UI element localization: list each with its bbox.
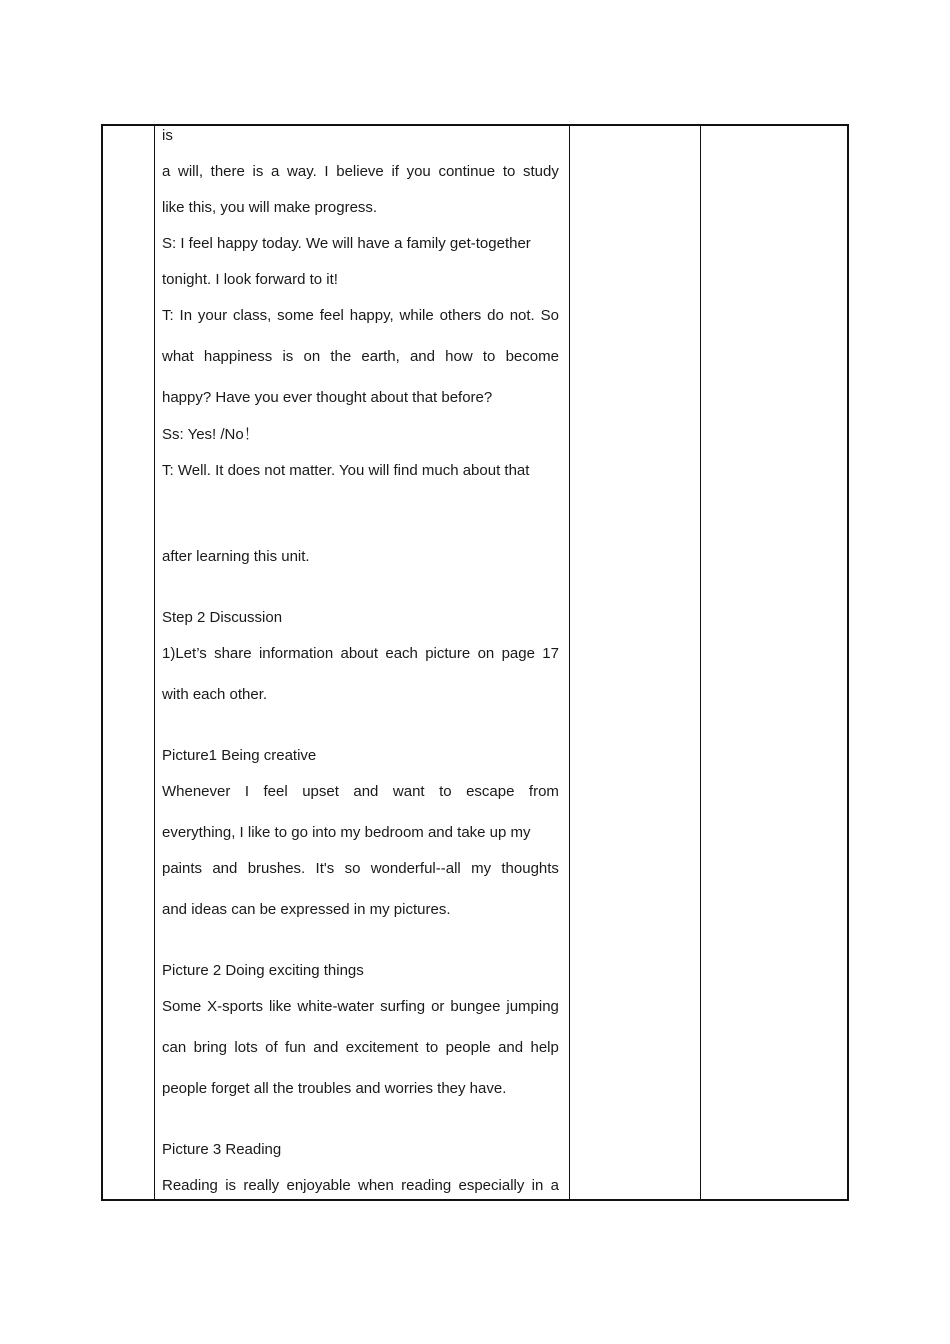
word: surfing <box>380 998 426 1015</box>
text-line: T: Well. It does not matter. You will find much about that <box>162 462 530 479</box>
word: believe <box>336 163 384 180</box>
word: a <box>271 163 280 180</box>
word: like <box>268 998 292 1015</box>
word: some <box>277 307 314 324</box>
word: when <box>358 1177 394 1194</box>
word: my <box>471 860 492 877</box>
word: to <box>425 1039 439 1056</box>
word: picture <box>425 645 471 662</box>
word: page <box>501 645 535 662</box>
word: happiness <box>203 348 273 365</box>
word: lots <box>234 1039 258 1056</box>
word: white-water <box>297 998 375 1015</box>
word: paints <box>162 860 203 877</box>
word: to <box>502 163 516 180</box>
word: the <box>330 348 352 365</box>
word: what <box>162 348 194 365</box>
word: Whenever <box>162 783 231 800</box>
word: continue <box>438 163 496 180</box>
word: from <box>528 783 559 800</box>
text-line: S: I feel happy today. We will have a family get-together <box>162 235 531 252</box>
text-line <box>162 1177 559 1195</box>
word: earth, <box>361 348 400 365</box>
text-line: after learning this unit. <box>162 548 310 565</box>
word: is <box>252 163 264 180</box>
word: I <box>324 163 329 180</box>
word: information <box>258 645 334 662</box>
word: each <box>385 645 418 662</box>
word: bring <box>193 1039 227 1056</box>
text-line <box>162 860 559 878</box>
word: excitement <box>345 1039 419 1056</box>
word: on <box>477 645 495 662</box>
word: is <box>225 1177 237 1194</box>
word: I <box>244 783 250 800</box>
picture-heading: Picture1 Being creative <box>162 747 317 764</box>
text-line <box>162 307 559 325</box>
word: 1)Let’s <box>162 645 207 662</box>
word: upset <box>302 783 339 800</box>
word: of <box>265 1039 278 1056</box>
text-line: everything, I like to go into my bedroom and take up my <box>162 824 531 841</box>
word: feel <box>319 307 344 324</box>
text-line <box>162 998 559 1016</box>
word: if <box>391 163 399 180</box>
word: reading <box>401 1177 452 1194</box>
text-line <box>162 783 559 801</box>
word: your <box>197 307 228 324</box>
word: and <box>498 1039 524 1056</box>
word: so <box>344 860 361 877</box>
word: will, <box>178 163 203 180</box>
text-line: is <box>162 127 173 144</box>
text-line <box>162 645 559 663</box>
word: X-sports <box>207 998 263 1015</box>
word: or <box>431 998 445 1015</box>
word: a <box>550 1177 559 1194</box>
word: Reading <box>162 1177 218 1194</box>
word: and <box>409 348 435 365</box>
text-line: like this, you will make progress. <box>162 199 378 216</box>
word: not. <box>509 307 535 324</box>
word: So <box>540 307 559 324</box>
picture-heading: Picture 2 Doing exciting things <box>162 962 364 979</box>
text-line: people forget all the troubles and worries they have. <box>162 1080 507 1097</box>
word: about <box>340 645 379 662</box>
word: to <box>482 348 496 365</box>
word: can <box>162 1039 187 1056</box>
text-line <box>162 163 559 181</box>
column-divider <box>154 126 155 1199</box>
column-divider <box>700 126 701 1199</box>
word: how <box>445 348 473 365</box>
word: happy, <box>349 307 394 324</box>
step-heading: Step 2 Discussion <box>162 609 283 626</box>
word: a <box>162 163 171 180</box>
word: on <box>303 348 321 365</box>
word: class, <box>232 307 272 324</box>
word: bungee <box>450 998 501 1015</box>
word: there <box>210 163 245 180</box>
word: become <box>505 348 559 365</box>
word: wonderful--all <box>370 860 461 877</box>
word: help <box>530 1039 559 1056</box>
word: thoughts <box>501 860 559 877</box>
text-line <box>162 348 559 366</box>
word: do <box>487 307 504 324</box>
word: and <box>353 783 379 800</box>
word: brushes. <box>247 860 306 877</box>
word: is <box>282 348 294 365</box>
word: jumping <box>506 998 559 1015</box>
word: you <box>406 163 431 180</box>
word: study <box>522 163 559 180</box>
word: way. <box>287 163 317 180</box>
word: and <box>313 1039 339 1056</box>
word: want <box>392 783 425 800</box>
word: feel <box>263 783 288 800</box>
text-line: Ss: Yes! /No！ <box>162 426 259 443</box>
word: escape <box>466 783 515 800</box>
word: really <box>243 1177 280 1194</box>
text-line: with each other. <box>162 686 268 703</box>
word: share <box>214 645 252 662</box>
text-line <box>162 1039 559 1057</box>
text-line: happy? Have you ever thought about that before? <box>162 389 493 406</box>
text-line: tonight. I look forward to it! <box>162 271 338 288</box>
word: Some <box>162 998 202 1015</box>
word: while <box>399 307 434 324</box>
word: especially <box>458 1177 525 1194</box>
word: 17 <box>542 645 559 662</box>
word: and <box>212 860 238 877</box>
word: T: <box>162 307 174 324</box>
word: in <box>531 1177 544 1194</box>
text-line: and ideas can be expressed in my pictures. <box>162 901 451 918</box>
word: In <box>179 307 193 324</box>
word: others <box>439 307 482 324</box>
word: to <box>439 783 452 800</box>
word: enjoyable <box>286 1177 351 1194</box>
word: fun <box>285 1039 306 1056</box>
picture-heading: Picture 3 Reading <box>162 1141 282 1158</box>
word: people <box>445 1039 491 1056</box>
word: It's <box>315 860 335 877</box>
column-divider <box>569 126 570 1199</box>
